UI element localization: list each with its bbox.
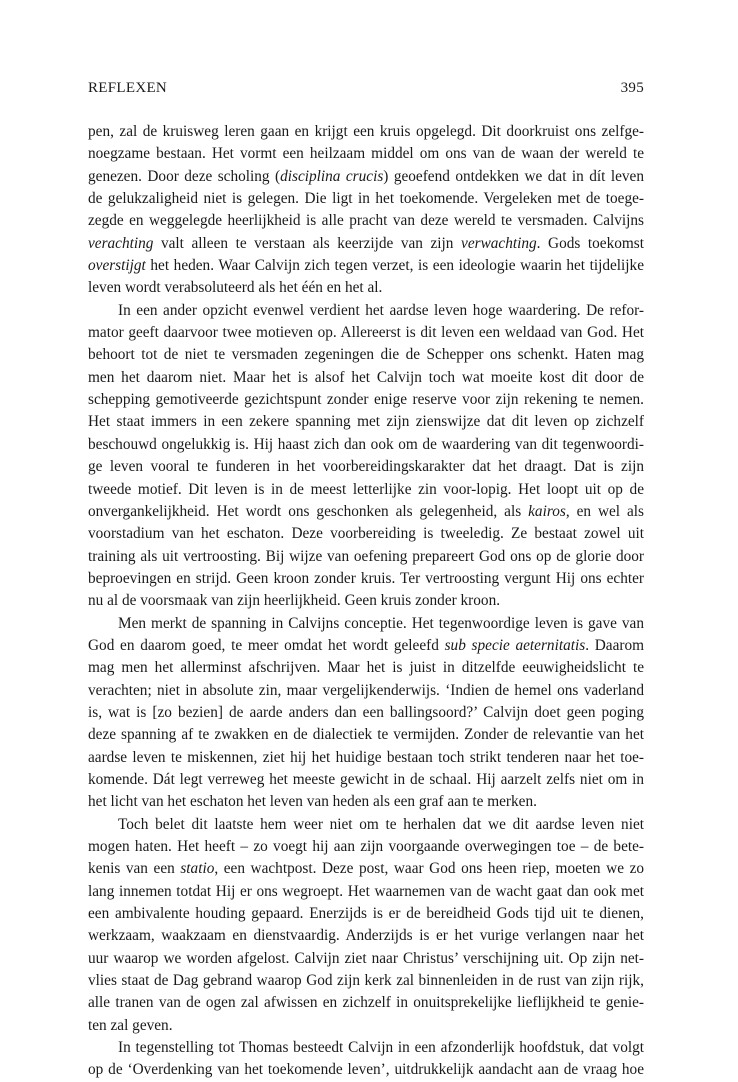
text-run: In een ander opzicht evenwel verdient het aardse leven hoge waardering. De refor- — [118, 301, 644, 319]
italic-term: disciplina crucis — [280, 167, 384, 185]
body-text — [88, 121, 644, 1082]
text-line — [88, 590, 644, 612]
text-run: behoort tot de niet te versmaden zegeningen die de Schepper ons schenkt. Haten mag — [88, 346, 644, 364]
text-run: noegzame bestaan. Het vormt een heilzaam middel om ons van de waan der wereld te — [88, 145, 644, 163]
paragraph — [88, 121, 644, 300]
text-run: Toch belet dit laatste hem weer niet om te herhalen dat we dit aardse leven niet — [118, 815, 644, 833]
text-line — [88, 210, 644, 232]
paragraph — [88, 613, 644, 814]
text-run: kenis van een — [88, 860, 181, 878]
text-run: tweede motief. Dit leven is in de meest letterlijke zin voor-lopig. Het loopt uit op de — [88, 480, 644, 498]
text-line — [88, 903, 644, 925]
text-line — [88, 411, 644, 433]
paragraph — [88, 1037, 644, 1082]
page-number: 395 — [620, 80, 644, 96]
text-line — [88, 724, 644, 746]
text-line — [88, 300, 644, 322]
running-header — [88, 78, 644, 98]
text-run: ) geoefend ontdekken we dat in dít leven — [383, 167, 644, 185]
text-line — [88, 836, 644, 858]
text-line — [88, 747, 644, 769]
text-run: zegde en weggelegde heerlijkheid is alle pracht van deze wereld te versmaden. Calvijns — [88, 212, 644, 230]
text-line — [88, 814, 644, 836]
paragraph — [88, 814, 644, 1037]
text-run: mag men het allerminst afschrijven. Maar het is juist in ditzelfde eeuwigheidslicht te — [88, 659, 644, 677]
italic-term: verachting — [88, 234, 154, 252]
text-line — [88, 367, 644, 389]
text-run: valt alleen te verstaan als keerzijde van zijn — [153, 234, 462, 252]
text-run: komende. Dát legt verreweg het meeste gewicht in de schaal. Hij aarzelt zelfs niet om in — [88, 770, 644, 788]
text-line — [88, 1037, 644, 1059]
text-run: alle tranen van de ogen zal afwissen en zichzelf in onuitsprekelijke lieflijkheid te genie- — [88, 994, 644, 1012]
text-line — [88, 925, 644, 947]
italic-term: verwachting — [461, 234, 537, 252]
text-line — [88, 680, 644, 702]
text-line — [88, 255, 644, 277]
text-line — [88, 702, 644, 724]
text-run: op de ‘Overdenking van het toekomende leven’, uitdrukkelijk aandacht aan de vraag hoe — [88, 1061, 644, 1079]
text-run: . Daarom — [585, 636, 644, 654]
text-run: werkzaam, waakzaam en dienstvaardig. Anderzijds is er het vurige verlangen naar het — [88, 927, 644, 945]
italic-term: overstijgt — [88, 257, 146, 275]
text-run: pen, zal de kruisweg leren gaan en krijgt een kruis opgelegd. Dit doorkruist ons zelfge- — [88, 123, 644, 140]
paragraph — [88, 300, 644, 613]
text-run: Het staat immers in een zekere spanning met zijn zienswijze dat dit leven op zichzelf — [88, 413, 644, 431]
text-line — [88, 769, 644, 791]
text-line — [88, 791, 644, 813]
text-run: God en daarom goed, te meer omdat het wordt geleefd — [88, 636, 445, 654]
text-line — [88, 389, 644, 411]
section-title: REFLEXEN — [88, 80, 168, 96]
text-run: genezen. Door deze scholing ( — [88, 167, 281, 185]
text-run: voorstadium van het eschaton. Deze voorbereiding is tweeledig. Ze bestaat zowel uit — [88, 525, 644, 543]
text-run: vlies staat de Dag gebrand waarop God zijn kerk zal binnenleiden in de rust van zijn rijk, — [88, 972, 644, 990]
text-run: beschouwd ongelukkig is. Hij haast zich dan ook om de waardering van dit tegenwoordi- — [88, 435, 644, 453]
text-run: nu al de voorsmaak van zijn heerlijkheid. Geen kruis zonder kroon. — [88, 592, 501, 610]
text-line — [88, 635, 644, 657]
text-run: Men merkt de spanning in Calvijns conceptie. Het tegenwoordige leven is gave van — [118, 614, 644, 632]
text-run: . Gods toekomst — [536, 234, 644, 252]
text-run: men het daarom niet. Maar het is alsof het Calvijn toch wat moeite kost dit door de — [88, 368, 644, 386]
text-run: , en wel als — [565, 502, 644, 520]
text-line — [88, 523, 644, 545]
text-run: het licht van het eschaton het leven van heden als een graf aan te merken. — [88, 793, 537, 811]
text-line — [88, 992, 644, 1014]
text-run: schepping gemotiveerde gezichtspunt zonder enige reserve voor zijn rekening te nemen. — [88, 391, 644, 409]
text-run: leven wordt verabsoluteerd als het één en het al. — [88, 279, 383, 297]
text-line — [88, 948, 644, 970]
text-run: deze spanning af te zwakken en de dialectiek te vermijden. Zonder de relevantie van het — [88, 726, 644, 744]
text-run: een ambivalente houding gepaard. Enerzijds is er de bereidheid Gods tijd uit te dienen, — [88, 905, 644, 923]
text-run: mogen haten. Het heeft – zo voegt hij aan zijn voorgaande overwegingen toe – de bete- — [88, 838, 644, 855]
text-line — [88, 568, 644, 590]
text-line — [88, 188, 644, 210]
text-line — [88, 143, 644, 165]
text-line — [88, 277, 644, 299]
text-run: is, wat is [zo bezien] de aarde anders dan een ballingsoord?’ Calvijn doet geen poging — [88, 703, 644, 721]
text-line — [88, 613, 644, 635]
text-run: mator geeft daarvoor twee motieven op. Allereerst is dit leven een weldaad van God. Het — [88, 324, 644, 342]
text-run: de gelukzaligheid niet is gelegen. Die ligt in het toekomende. Vergeleken met de toege- — [88, 190, 644, 208]
text-line — [88, 881, 644, 903]
text-line — [88, 166, 644, 188]
text-run: In tegenstelling tot Thomas besteedt Calvijn in een afzonderlijk hoofdstuk, dat volgt — [118, 1039, 644, 1057]
text-line — [88, 479, 644, 501]
text-run: ten zal geven. — [88, 1016, 173, 1034]
text-line — [88, 546, 644, 568]
text-line — [88, 434, 644, 456]
text-run: onvergankelijkheid. Het wordt ons geschonken als gelegenheid, als — [88, 502, 529, 520]
text-run: verachten; niet in absolute zin, maar vergelijkenderwijs. ‘Indien de hemel ons vaderland — [88, 681, 644, 699]
text-line — [88, 456, 644, 478]
text-line — [88, 344, 644, 366]
text-run: beproevingen en strijd. Geen kroon zonder kruis. Ter vertroosting vergunt Hij ons echter — [88, 569, 644, 587]
text-run: het heden. Waar Calvijn zich tegen verzet, is een ideologie waarin het tijdelijke — [145, 257, 644, 275]
italic-term: kairos — [528, 502, 566, 520]
italic-term: sub specie aeternitatis — [444, 636, 586, 654]
text-run: aardse leven te miskennen, ziet hij het huidige bestaan toch strikt tenderen naar het toe- — [88, 748, 644, 766]
text-line — [88, 233, 644, 255]
text-line — [88, 1059, 644, 1081]
text-run: , een wachtpost. Deze post, waar God ons heen riep, moeten we zo — [214, 860, 645, 878]
text-line — [88, 1015, 644, 1037]
text-line — [88, 121, 644, 143]
text-run: training als uit vertroosting. Bij wijze van oefening prepareert God ons op de glorie door — [88, 547, 644, 565]
text-run: uur waarop we worden afgelost. Calvijn ziet naar Christus’ verschijning uit. Op zijn net- — [88, 949, 644, 967]
italic-term: statio — [180, 860, 215, 878]
text-line — [88, 858, 644, 880]
text-line — [88, 501, 644, 523]
text-line — [88, 970, 644, 992]
text-run: ge leven vooral te funderen in het voorbereidingskarakter dat het draagt. Dat is zijn — [88, 458, 644, 476]
text-line — [88, 322, 644, 344]
text-line — [88, 657, 644, 679]
text-run: lang innemen totdat Hij er ons wegroept. Het waarnemen van de wacht gaat dan ook met — [88, 882, 644, 900]
